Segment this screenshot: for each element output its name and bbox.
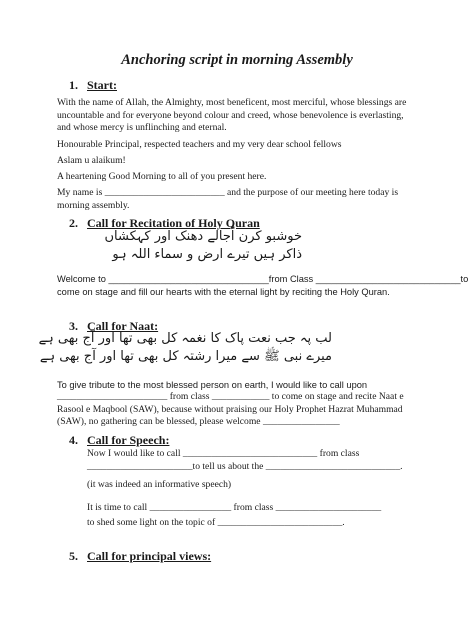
section-2-number: 2.: [69, 216, 78, 230]
text-line: My name is _________________________ and the purpose of our meeting here today is: [57, 187, 399, 198]
name-purpose-paragraph: [57, 187, 398, 212]
urdu-line: ذاکر ہیں تیرے ارض و سماء اللہ ہو: [112, 247, 302, 262]
speech-call-paragraph-2: [87, 502, 381, 529]
text-line: and whose mercy is unflinching and eternal.: [57, 122, 227, 134]
section-4-number: 4.: [69, 433, 78, 447]
text-line: morning assembly.: [57, 199, 130, 211]
section-3-title: Call for Naat:: [87, 319, 159, 333]
speech-call-paragraph: [87, 448, 403, 473]
good-morning-line: A heartening Good Morning to all of you present here.: [57, 171, 267, 182]
text-line: come on stage and fill our hearts with the eternal light by reciting the Holy Quran.: [57, 286, 390, 297]
section-5-title: Call for principal views:: [87, 549, 212, 563]
urdu-line: لب پہ جب نعت پاک کا نغمہ کل بھی تھا اور آج بھی ہے: [38, 331, 332, 346]
text-line: to shed some light on the topic of __________________________.: [87, 516, 345, 528]
greeting-line: Honourable Principal, respected teachers and my very dear school fellows: [57, 139, 342, 150]
section-4-heading: [69, 433, 169, 448]
document-title: Anchoring script in morning Assembly: [121, 52, 353, 68]
salutation-line: Aslam u alaikum!: [57, 155, 126, 166]
text-line: It is time to call _________________ from class ______________________: [87, 502, 382, 513]
text-line: (SAW), no gathering can be blessed, please welcome ________________: [57, 416, 340, 428]
section-5-heading: [69, 549, 211, 564]
text-line: Now I would like to call ____________________________ from class: [87, 448, 360, 459]
text-line: ______________________to tell us about the ____________________________.: [87, 460, 403, 472]
naat-intro-line: To give tribute to the most blessed person on earth, I would like to call upon: [57, 380, 368, 390]
urdu-line: خوشبو کرن اُجالے دھنک اور کہکشاں: [104, 229, 302, 244]
urdu-line: میرے نبی ﷺ سے میرا رشتہ کل بھی تھا اور آج بھی ہے: [39, 349, 332, 364]
section-5-number: 5.: [69, 549, 78, 563]
section-3-number: 3.: [69, 319, 78, 333]
urdu-verse-quran: [104, 228, 302, 264]
section-2-title: Call for Recitation of Holy Quran: [87, 216, 260, 230]
text-line: uncountable and for everyone beyond colour and creed, whose benevolence is everlasting,: [57, 109, 404, 121]
section-4-title: Call for Speech:: [87, 433, 170, 447]
section-1-heading: [69, 78, 117, 93]
speech-remark: (it was indeed an informative speech): [87, 479, 232, 490]
section-1-title: Start:: [87, 78, 117, 92]
urdu-verse-naat: [39, 330, 332, 366]
section-1-intro-paragraph: [57, 97, 406, 135]
text-line: Welcome to _______________________________from Class ____________________________to: [57, 274, 469, 284]
text-line: With the name of Allah, the Almighty, most beneficent, most merciful, whose blessings are: [57, 97, 407, 108]
naat-paragraph: [57, 391, 404, 429]
text-line: _______________________ from class ____________ to come on stage and recite Naat e: [57, 391, 404, 402]
text-line: Rasool e Maqbool (SAW), because without praising our Holy Prophet Hazrat Muhammad: [57, 403, 403, 415]
quran-welcome-paragraph: [57, 273, 468, 298]
section-1-number: 1.: [69, 78, 78, 92]
